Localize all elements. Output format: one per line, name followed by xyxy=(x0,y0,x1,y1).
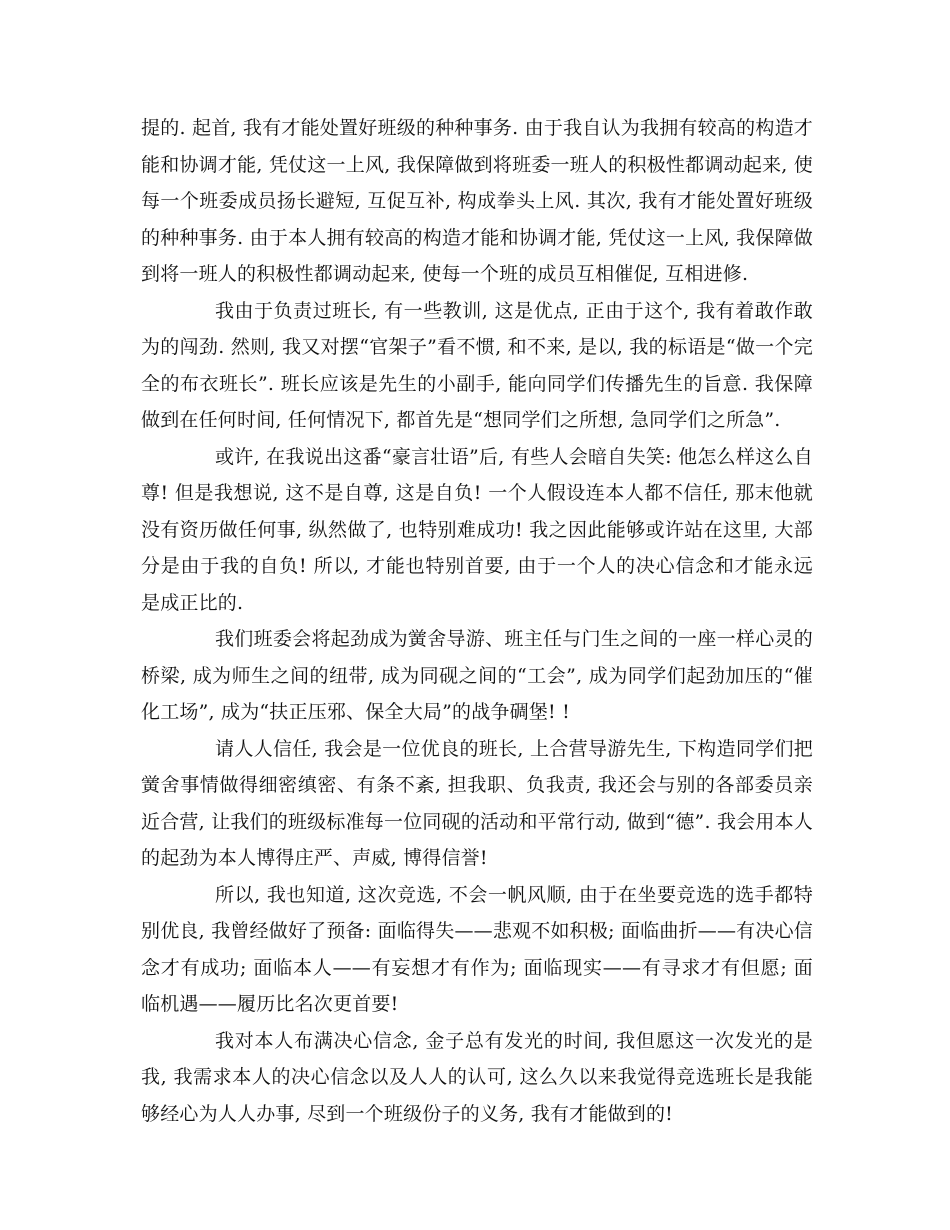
paragraph-3: 或许, 在我说出这番“豪言壮语”后, 有些人会暗自失笑: 他怎么样这么自尊! 但是我想说, 这不是自尊, 这是自负! 一个人假设连本人都不信任, 那末他就没有资历做任何事, 纵然做了, 也特别难成功! 我之因此能够或许站在这里, 大部分是由于我的自负! 所以, 才能也特别首要, 由于一个人的决心信念和才能永远是成正比的. xyxy=(141,445,813,614)
paragraph-5: 请人人信任, 我会是一位优良的班长, 上合营导游先生, 下构造同学们把黉舍事情做得细密缜密、有条不紊, 担我职、负我责, 我还会与别的各部委员亲近合营, 让我们的班级标准每一位同砚的活动和平常行动, 做到“德”. 我会用本人的起劲为本人博得庄严、声威, 博得信誉! xyxy=(141,737,813,869)
paragraph-1: 提的. 起首, 我有才能处置好班级的种种事务. 由于我自认为我拥有较高的构造才能和协调才能, 凭仗这一上风, 我保障做到将班委一班人的积极性都调动起来, 使每一个班委成员扬长避短, 互促互补, 构成拳头上风. 其次, 我有才能处置好班级的种种事务. 由于本人拥有较高的构造才能和协调才能, 凭仗这一上风, 我保障做到将一班人的积极性都调动起来, 使每一个班的成员互相催促, 互相进修. xyxy=(141,117,813,285)
paragraph-6: 所以, 我也知道, 这次竞选, 不会一帆风顺, 由于在坐要竞选的选手都特别优良, 我曾经做好了预备: 面临得失——悲观不如积极; 面临曲折——有决心信念才有成功; 面临本人——有妄想才有作为; 面临现实——有寻求才有但愿; 面临机遇——履历比名次更首要! xyxy=(141,883,813,1015)
paragraph-4: 我们班委会将起劲成为黉舍导游、班主任与门生之间的一座一样心灵的桥梁, 成为师生之间的纽带, 成为同砚之间的“工会”, 成为同学们起劲加压的“催化工场”, 成为“扶正压邪、保全大局”的战争碉堡! ! xyxy=(141,628,813,723)
document-body xyxy=(141,110,813,1132)
paragraph-7: 我对本人布满决心信念, 金子总有发光的时间, 我但愿这一次发光的是我, 我需求本人的决心信念以及人人的认可, 这么久以来我觉得竞选班长是我能够经心为人人办事, 尽到一个班级份子的义务, 我有才能做到的! xyxy=(141,1029,813,1125)
paragraph-2: 我由于负责过班长, 有一些教训, 这是优点, 正由于这个, 我有着敢作敢为的闯劲. 然则, 我又对摆“官架子”看不惯, 和不来, 是以, 我的标语是“做一个完全的布衣班长”. 班长应该是先生的小副手, 能向同学们传播先生的旨意. 我保障做到在任何时间, 任何情况下, 都首先是“想同学们之所想, 急同学们之所急”. xyxy=(141,299,813,431)
